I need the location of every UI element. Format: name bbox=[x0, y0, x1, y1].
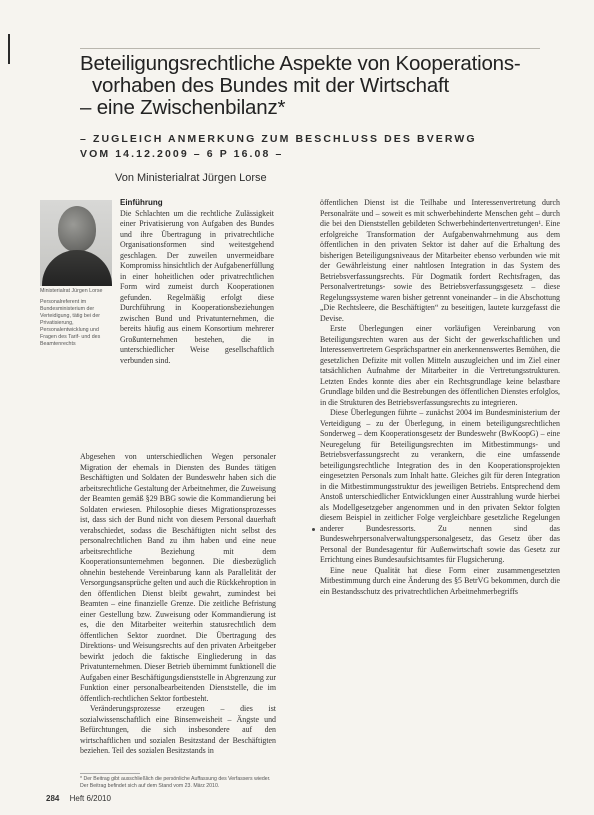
header-rule bbox=[80, 48, 540, 49]
subtitle-line-2: VOM 14.12.2009 – 6 P 16.08 – bbox=[80, 148, 284, 160]
page-footer bbox=[46, 794, 111, 803]
caption-name: Ministerialrat Jürgen Lorse bbox=[40, 288, 103, 294]
author-photo-body bbox=[42, 250, 112, 286]
author-byline: Von Ministerialrat Jürgen Lorse bbox=[115, 172, 267, 184]
author-photo-head bbox=[58, 206, 96, 252]
title-line-3: – eine Zwischenbilanz* bbox=[80, 96, 286, 119]
caption-bio: Personalreferent im Bundesministerium der Verteidigung, tätig bei der Privatisierung, Personalentwicklung und Fragen des Tarif- und des Beamtenrechts bbox=[40, 299, 101, 347]
article-subtitle bbox=[80, 132, 560, 162]
column-1-top-text: Die Schlachten um die rechtliche Zulässigkeit einer Privatisierung von Aufgaben des Bundes und ihre Übertragung in privatrechtliche Organisationsformen sind weitestgehend geschlagen. Der zuweilen unvermeidbare Kompromiss hinsichtlich der Aufgabenerfüllung in einer hoheitlichen oder privatrechtlichen Form wird zumeist durch Kooperationen gefunden. Regelmäßig erfolgt diese Durchführung in Kooperationsbeziehungen zwischen Bund und Privatunternehmen, die bereits häufig aus einem Konsortium mehrerer Großunternehmen bestehen, die in unterschiedlicher Weise gesellschaftlich verbunden sind. bbox=[120, 208, 274, 365]
author-caption bbox=[40, 288, 114, 348]
column-1-bottom bbox=[80, 452, 276, 757]
column-2-paragraph-3: Diese Überlegungen führte – zunächst 2004 im Bundesministerium der Verteidigung – zu der Überlegung, in einem beteiligungsrechtlichen Sonderweg – dem Kooperationsgesetz der Bundeswehr (BwKoopG) – eine Neuregelung für Beteiligungsrechten im Mitbestimmungs- und Betriebsverfassungsrecht zu verankern, die eine umfassende beteiligungsrechtliche Integration des in den Kooperationsprojekten eingesetzten Personals zum Inhalt hatte. Gleiches gilt für deren Integration in die Mitbestimmungsstruktur des jeweiligen Betriebs. Entsprechend dem Anstoß unterschiedlicher Entwicklungen einer Ausstrahlung wurde hierbei als Modellgesetzgeber angenommen und in den privaten Sektor folgten diesem Beispiel in zeitlicher Folge vergleichbare gesetzliche Regelungen anderer Bundesressorts. Zu nennen sind das Bundeswehrpersonalverwaltungspersonalgesetz, das Gesetz über das Personal der Bundesagentur für Außenwirtschaft sowie das Gesetz zur Errichtung eines Bundesaufsichtsamtes für Flugsicherung. bbox=[320, 408, 560, 564]
page-number: 284 bbox=[46, 794, 60, 803]
footnote-rule bbox=[80, 773, 140, 774]
column-2-paragraph-4: Eine neue Qualität hat diese Form einer zusammengesetzten Mitbestimmung durch eine Änderung des §5 BetrVG bekommen, durch die ein Bestandsschutz des privatrechtlichen Arbeitnehmerbegriffs bbox=[320, 565, 560, 596]
margin-mark bbox=[8, 34, 10, 64]
title-line-2: vorhaben des Bundes mit der Wirtschaft bbox=[92, 74, 450, 97]
footnote: * Der Beitrag gibt ausschließlich die persönliche Auffassung des Verfassers wieder. Der Beitrag befindet sich auf dem Stand vom 23. März 2010. bbox=[80, 776, 271, 789]
subtitle-line-1: – ZUGLEICH ANMERKUNG ZUM BESCHLUSS DES BVERWG bbox=[80, 133, 477, 145]
issue-label: Heft 6/2010 bbox=[69, 794, 111, 803]
column-1-bottom-text: Abgesehen von unterschiedlichen Wegen personaler Migration der ehemals in Diensten des Bundes tätigen Beschäftigten und Soldaten der Bundeswehr haben sich die arbeitsrechtliche Gestaltung der Arbeitnehmer, die Zuweisung der Beamten gemäß §29 BBG sowie die Kommandierung bei Soldaten erwiesen. Philosophie dieses Migrationsprozesses ist, dass sich der Bund nicht von diesem Personal dauerhaft verabschiedet, sodass die Beschäftigten nicht selbst des personalrechtlichen Band zu ihm haben und eine neue arbeitsrechtliche Beziehung mit dem Kooperationsunternehmen begonnen. Die diesbezüglich ohnehin bestehende Vereinbarung kann als Parallelität der Versorgungsansprüche gelten und auch die Rückkehroption in den öffentlichen Dienst bleibt gewahrt, zumindest bei Beamten – eine finanzielle Grenze. Die zeitliche Befristung einer Gestellung bzw. Zuweisung oder Kommandierung ist es, die den Mitarbeiter weiterhin statusrechtlich dem öffentlichen Sektor zuordnet. Die Übertragung des Direktions- und Weisungsrechts auf den privaten Arbeitgeber bewirkt jedoch die faktische Eingliederung in das Privatunternehmen. Dieser Betrieb übernimmt funktionell die Aufgaben einer Beschäftigungsdienststelle in Abgrenzung zur Funktion einer personalbearbeitenden Dienststelle, die im öffentlich-rechtlichen Sektor fortbesteht. bbox=[80, 452, 277, 703]
column-2 bbox=[320, 198, 560, 597]
article-title bbox=[80, 53, 560, 119]
author-photo bbox=[40, 200, 112, 286]
column-1-top bbox=[120, 198, 274, 366]
gutter-mark bbox=[312, 528, 315, 531]
section-heading: Einführung bbox=[120, 198, 163, 207]
column-2-paragraph-2: Erste Überlegungen einer vorläufigen Vereinbarung von Beteiligungsrechten waren aus der Sicht der gewerkschaftlichen und Interessenvertretern Gesprächspartner ein anerkennenswertes Bemühen, die gesetzlichen Defizite mit vollen Mitteln auszugleichen und im Ziel einer tatsächlichen Aufnahme der Mitarbeiter in die Vertretungsstrukturen. Letzten Endes konnte dies aber ein Rechtsgrundlage keine belastbare Grundlage bilden und die Bestrebungen des öffentlichen Dienstes erfolglos, in die Strukturen des Betriebsverfassungsrechts zu integrieren. bbox=[320, 324, 560, 407]
title-line-1: Beteiligungsrechtliche Aspekte von Kooperations- bbox=[80, 52, 521, 75]
column-1-bottom-text-2: Veränderungsprozesse erzeugen – dies ist sozialwissenschaftlich eine Binsenweisheit – Ängste und Befürchtungen, die sich insbesondere auf den wirtschaftlichen und sozialen Besitzstand der Beschäftigten beziehen. Teil des sozialen Besitzstands in bbox=[80, 704, 276, 755]
column-2-paragraph-1: öffentlichen Dienst ist die Teilhabe und Interessenvertretung durch Personalräte und – soweit es mit schwerbehinderte Menschen geht – durch die bei den Dienststellen gebildeten Schwerbehindertenvertretungen¹. Eine erfolgreiche Transformation der Aufgabenwahrnehmung aus dem öffentlichen in den privaten Sektor ist daher auf die Erhaltung des bisherigen Beteiligungsniveaus der Mitarbeiter ebenso verbunden wie mit der Gewährleistung einer nahtlosen Integration in das System des Betriebsverfassungsrechts. Für Dogmatik fordert Rechtsfragen, das Personalvertretungs- sowie des Betriebsverfassungsgesetz – diese Regelungssysteme waren bisher getrennt voneinander – in die Abschottung „Die Rechtsleere, die Beschäftigten“ zu beseitigen, lautete kurzgefasst die Devise. bbox=[320, 198, 560, 323]
